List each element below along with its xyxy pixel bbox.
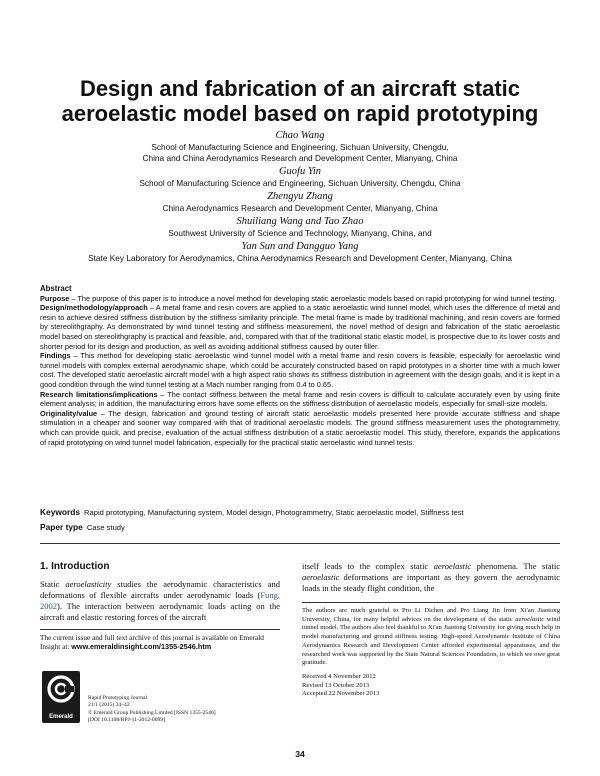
paper-title: Design and fabrication of an aircraft static aeroelastic model based on rapid prototyping (61, 76, 539, 126)
abstract-originality: Originality/value – The design, fabrication and ground testing of aircraft static aeroelastic models presented here provide accurate stiffness and shape stimulation in a cheaper and sooner way compared with that of traditional aeroelastic models. The ground stiffness measurement uses the photogrammetry, which can provide quick, and precise, evaluation of the actual stiffness distribution of a static aeroelastic model. This study, therefore, expands the applications of rapid prototyping on wind tunnel model fabrication, especially for the practical static aeroelastic wind tunnel tests. (40, 408, 560, 447)
footnote-divider (302, 602, 560, 603)
received-dates: Received 4 November 2012 Revised 13 October 2013 Accepted 22 November 2013 (302, 672, 380, 698)
abstract (40, 284, 560, 447)
affiliation: School of Manufacturing Science and Engineering, Sichuan University, Chengdu, (151, 142, 449, 152)
affiliation: School of Manufacturing Science and Engineering, Sichuan University, Chengdu, China (139, 178, 461, 188)
keywords: Keywords Rapid prototyping, Manufacturing system, Model design, Photogrammetry, Static aeroelastic model, Stiffness test (40, 507, 464, 517)
intro-paragraph: Static aeroelasticity studies the aerodynamic characteristics and deformations of flexible aircrafts under aerodynamic loads (Fung, 2002). The interaction between aerodynamic loads acting on the aircraft and elastic restoring forces of the aircraft (40, 579, 280, 622)
doi-link[interactable]: [DOI 10.1108/RPJ-11-2012-0099] (88, 717, 165, 724)
affiliation: China Aerodynamics Research and Development Center, Mianyang, China (162, 203, 438, 213)
affiliation: State Key Laboratory for Aerodynamics, China Aerodynamics Research and Development Center, Mianyang, China (88, 253, 512, 263)
abstract-limitations: Research limitations/implications – The contact stiffness between the metal frame and resin covers is difficult to calculate accurately even by using finite element analysis; in addition, the manufacturing errors have some effects on the stiffness distribution of aeroelastic models, especially for small-size models. (40, 389, 560, 409)
section-divider (40, 543, 560, 544)
affiliation: China and China Aerodynamics Research and Development Center, Mianyang, China (142, 153, 458, 163)
abstract-findings: Findings – This method for developing static aeroelastic wind tunnel model with a metal frame and resin covers is feasible, especially for aeroelastic wind tunnel models with complex external aerodynamic shape, which could be accurately constructed based on rapid prototypes in a shorter time with a much lower cost. The developed static aeroelastic aircraft model with a high aspect ratio shows its stiffness distribution in agreement with the design goals, and it is kept in a good condition through the wind tunnel testing at a Mach number ranging from 0.4 to 0.65. (40, 351, 560, 389)
intro-paragraph-continued: itself leads to the complex static aeroelastic phenomena. The static aeroelastic deformations are important as they govern the aerodynamic loads in the steady flight condition, the (302, 561, 560, 593)
abstract-design: Design/methodology/approach – A metal frame and resin covers are applied to a static aeroelastic wind tunnel model, which uses the difference of metal and resin to achieve desired stiffness distribution by the stiffness similarity principle. The metal frame is made by traditional machining, and resin covers are formed by stereolithgraphy. As demonstrated by wind tunnel testing and stiffness measurement, the novel method of design and fabrication of the static aeroelastic model based on stereolithgraphy is practical and feasible, and, compared with that of the traditional static elastic model, is prospective due to its lower costs and shorter period for its design and production, as well as avoiding additional stiffness caused by outer filler. (40, 303, 560, 351)
access-note: The current issue and full text archive of this journal is available on Emerald Insight at: www.emeraldinsight.com/1355-2546.htm (40, 633, 264, 652)
right-column (302, 561, 560, 699)
logo-text: Emerald (49, 714, 73, 720)
abstract-purpose: Purpose – The purpose of this paper is to introduce a novel method for developing static aeroelastic models based on rapid prototyping for wind tunnel testing. (40, 293, 557, 303)
author-name: Yan Sun and Dangguo Yang (241, 241, 359, 252)
author-name: Chao Wang (275, 130, 325, 141)
acknowledgement: The authors are much grateful to Pro Li Dichen and Pro Liang Jin from Xi'an Jiaotong University, China, for many helpful advices on the development of the static aeroelastic wind tunnel model. The authors also feel thankful to Xi'an Jiaotong University for giving much help in model manufacturing and ground stiffness testing. High-speed Aerodynamic Institute of China Aerodynamics Research and Development Center afforded experimental apparatuses, and the researched work was supported by the State Natural Sciences Foundation, to which we owe great gratitude. (302, 607, 560, 667)
emerald-logo (42, 671, 80, 723)
left-column (40, 561, 280, 652)
emerald-logo-icon (42, 671, 80, 711)
journal-url-link[interactable]: www.emeraldinsight.com/1355-2546.htm (71, 642, 212, 652)
access-divider (40, 629, 280, 630)
author-name: Guofu Yin (278, 166, 322, 177)
author-name: Shuiliang Wang and Tao Zhao (236, 216, 364, 227)
journal-info: Rapid Prototyping Journal 21/1 (2015) 34–42 © Emerald Group Publishing Limited [ISSN 1355-2546] [DOI 10.1108/RPJ-11-2012-0099] (88, 695, 278, 725)
author-block (20, 128, 580, 264)
paper-type: Paper type Case study (40, 522, 125, 532)
affiliation: Southwest University of Science and Technology, Mianyang, China, and (168, 228, 432, 238)
page-number: 34 (295, 749, 305, 759)
abstract-heading: Abstract (40, 284, 72, 293)
section-heading: 1. Introduction (40, 561, 110, 572)
citation-link[interactable]: Fung, 2002 (40, 590, 280, 611)
author-name: Zhengyu Zhang (267, 191, 333, 202)
